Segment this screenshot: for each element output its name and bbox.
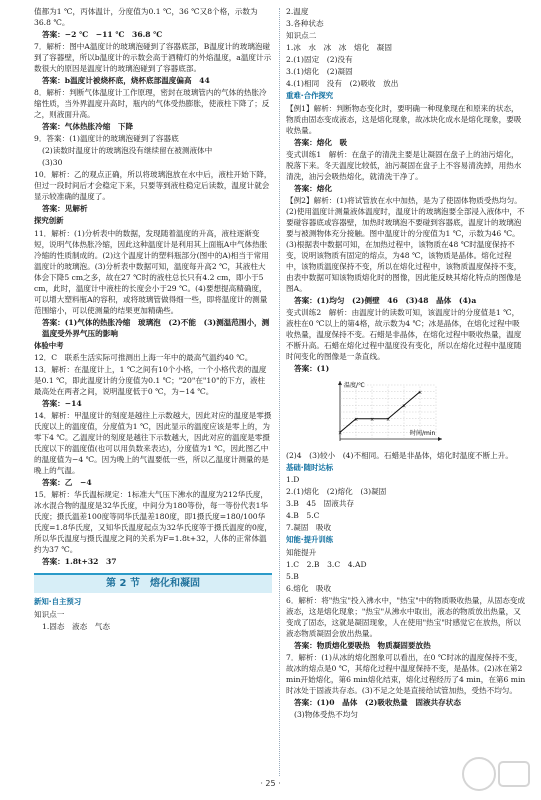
text-line: 1.C 2.B 3.C 4.AD [286,560,367,570]
text-line: (2)读数时温度计的玻璃泡没有继续留在被测液体中 [42,146,213,155]
text-line: 13．解析：在温度计上，1 ℃之间有10个小格，一个小格代表的温度是0.1 ℃，即此温度计的分度值为0.1 ℃；"20"在"10"的下方，液柱最高处在两者之间，说明温度低于0 ℃，为−14 ℃。 [34,365,267,397]
text-line: 答案：(1) [294,363,330,373]
text-line: 知识点一 [34,610,65,620]
text-line: 11．解析：(1)分析表中的数据，发现随着温度的升高，液柱逐渐变短，说明气体热胀冷缩，因此这种温度计是利用其上面瓶A中气体热胀冷缩的性质制成的。(2)这个温度计的塑料瓶部分(图中的A)相当于常用温度计的玻璃泡。(3)分析表中数据可知，温度每升高2 ℃，其液柱大体会下降5 cm之多，故在27 ℃时的液柱总长只有4.2 cm，即小于5 cm，此时，温度计中液柱的长度会小于29 ℃。(4)要想提高精确度，可以增大塑料瓶A的容积，或将玻璃管做得细一些，即将温度计的测量范围缩小，可以使测量的结果更加精确些。 [34,228,269,315]
text-line: 4.(1)相同 没有 (2)吸收 放出 [286,79,399,88]
text-line: 3.各种状态 [286,19,324,28]
left-tail [34,597,272,632]
text-line: 答案：熔化 [294,183,332,193]
graph-ylabel: 温度/℃ [344,381,365,389]
text-line: 答案：b温度计被烧杯底，烧杯底部温度偏高 44 [42,76,210,85]
text-line: 答案：(1)0 晶体 (2)吸收热量 固液共存状态 [294,698,461,708]
left-body [34,6,272,567]
text-line: 1.冰 水 冰 冰 熔化 凝固 [286,43,392,52]
text-line: 重难·合作探究 [286,91,334,100]
right-column [286,6,526,721]
column-divider [279,8,280,776]
text-line: 15．解析：华氏温标规定：1标准大气压下沸水的温度为212华氏度，冰水混合物的温度是32华氏度，中间分为180等份，每一等份代表1华氏度；摄氏温差100度等同华氏温差180度，即1摄氏度=180/100华氏度=1.8华氏度，又知华氏温度起点为32华氏度等于摄氏温度的0度，所以华氏温度与摄氏温度之间的关系为F=1.8t+32，人体的正常体温约为37 ℃。 [34,490,272,555]
text-line: 变式训练1 解析：在盘子的清洗主要是让凝固在盘子上的油污熔化，脱落下来。冬天温度比较低，油污凝固在盘子上不容易清洗掉，用热水清洗，油污会吸热熔化，就清洗干净了。 [286,149,522,181]
page-number: · 25 · [260,779,281,788]
text-line: 【例2】解析：(1)将试管放在水中加热，是为了使固体物质受热均匀。(2)使用温度计测量液体温度时，温度计的玻璃泡要全部浸入液体中，不要碰容器底或容器壁，加热时玻璃泡不要碰到容器底，温度计的玻璃泡要与被测物体充分接触。图中温度计的分度值为1 ℃，示数为46 ℃。(3)根据表中数据可知，在加热过程中，该物质在48 ℃时温度保持不变，说明该物质有固定的熔点，为48 ℃，该物质是晶体。熔化过程中，该物质温度保持不变，所以在熔化过程中，该物质温度保持不变，由表中数据可知该物质熔化时的图像，因此能反映其熔化特点的图像是图A。 [286,195,525,293]
text-line: 知能提升 [286,548,317,558]
text-line: 3.(1)熔化 (2)凝固 [286,67,353,76]
text-line: 2.温度 [286,7,309,16]
text-line: 6．解析：将"热宝"投入沸水中，"热宝"中的物质吸收热量，从固态变成液态，这是熔化现象；"热宝"从沸水中取出，液态的物质放出热量，又变成了固态，这就是凝固现象，人在使用"热宝"时感觉它在放热，所以液态物质凝固会放出热量。 [286,596,526,639]
text-line: 答案：(1)均匀 (2)侧壁 46 (3)48 晶体 (4)a [294,295,477,305]
right-body [286,6,526,374]
right-tail [286,450,526,720]
text-line: 7．解析：图中A温度计的玻璃泡碰到了容器底部，B温度计的玻璃泡碰到了容器壁，所以b温度计的示数会高于酒精灯的外焰温度，a温度计示数很大的原因是温度计的玻璃泡碰到了容器底部。 [34,42,272,73]
text-line: 答案：1.8t+32 37 [42,557,117,567]
text-line: 7．解析：(1)从冰的熔化图象可以看出，在0 ℃时冰的温度保持不变，故冰的熔点是0 ℃，其熔化过程中温度保持不变，是晶体。(2)冰在第2 min开始熔化，第6 min熔化结束，熔化过程经历了4 min，在第6 min时冰处于固液共存态。(3)不足之处是直接给试管加热，受热不均匀。 [286,653,526,696]
text-line: 答案：熔化 吸 [294,137,348,147]
text-line: 变式训练2 解析：由温度计的读数可知，该温度计的分度值是1 ℃，液柱在0 ℃以上的第4格，故示数为4 ℃；冰是晶体，在熔化过程中吸收热量，温度保持不变。石蜡是非晶体，在熔化过程中吸收热量，温度不断升高。石蜡在熔化过程中温度没有变化，所以在熔化过程中温度随时间变化的图像是一条直线。 [286,307,522,361]
temperature-time-graph [326,377,446,445]
text-line: (3)物体受热不均匀 [294,710,358,720]
data-point: × [370,416,375,423]
text-line: 答案：见解析 [42,204,88,213]
left-column [34,6,272,633]
text-line: 探究创新 [34,216,64,225]
text-line: 值都为1 ℃，丙体温计，分度值为0.1 ℃，36 ℃又8个格，示数为36.8 ℃。 [34,7,258,27]
data-point: × [386,416,391,423]
text-line: 知识点二 [286,31,317,40]
section-title: 第 2 节 熔化和凝固 [106,578,200,590]
text-line: 答案：(1)气体的热胀冷缩 玻璃泡 (2)不能 (3)测温范围小，测温度受外界气压的影响 [42,317,270,338]
data-point: × [402,402,407,409]
graph-xlabel: 时间/min [410,429,436,437]
data-point: × [338,429,343,436]
text-line: 10．解析：乙的观点正确，所以将玻璃泡放在水中后，液柱开始下降，但过一段时间后才会稳定下来，只要等到液柱稳定后读数，温度计就会显示较准确的温度了。 [34,170,272,201]
text-line: 1.固态 液态 气态 [42,622,110,632]
text-line: 4.B 5.C [286,511,320,521]
text-line: 基础·随时达标 [286,462,334,472]
text-line: 1.D [286,475,300,485]
text-line: 6.熔化 吸收 [286,584,332,594]
data-point: × [418,389,423,396]
text-line: 5.B [286,572,299,582]
text-line: (3)30 [42,158,63,167]
text-line: 【例1】解析：判断物态变化时，要明确一种现象现在和原来的状态，物质由固态变成液态，这是熔化现象，故冰块化成水是熔化现象，要吸收热量。 [286,103,522,135]
text-line: 8．解析：判断气体温度计工作原理，密封在玻璃管内的气体的热胀冷缩性质，当外界温度升高时，瓶内的气体受热膨胀，使液柱下降了；反之，则液面升高。 [34,88,270,119]
text-line: 3.B 45 固液共存 [286,499,355,509]
text-line: 答案：气体热胀冷缩 下降 [42,122,134,131]
text-line: 2.(1)熔化 (2)熔化 (3)凝固 [286,487,387,497]
text-line: 9．答案：(1)温度计的玻璃泡碰到了容器底 [34,134,179,143]
text-line: 答案：乙 −4 [42,478,92,488]
text-line: 答案：−14 [42,399,82,409]
text-line: 知能·提升训练 [286,535,334,545]
text-line: 答案：−2 ℃ −11 ℃ 36.8 ℃ [42,30,163,39]
text-line: 新知·自主预习 [34,597,82,607]
text-line: 2.(1)固定 (2)没有 [286,55,353,64]
text-line: 体验中考 [34,340,64,350]
section-banner [34,573,272,593]
text-line: 7.凝固 吸收 [286,523,332,533]
text-line: (2)4 (3)较小 (4)不相同。石蜡是非晶体，熔化时温度不断上升。 [286,450,513,460]
text-line: 12．C 联系生活实际可推测出上海一年中的最高气温约40 ℃。 [34,353,253,363]
text-line: 14．解析：甲温度计的刻度是越往上示数越大，因此对应的温度是零摄氏度以上的温度值，分度值为1 ℃，因此显示的温度应该是零上的，为零下4 ℃。乙温度计的刻度是越往下示数越大，因此对应的温度是零摄氏度以下的温度值(也可以用负数来表达)，分度值为1 ℃，因此图乙中的温度值为−4 ℃。因为晚上的气温要低一些，所以乙温度计测量的是晚上的气温。 [34,411,272,476]
watermark-logo-icon [459,752,533,796]
text-line: 答案：物质熔化要吸热 物质凝固要放热 [294,641,431,651]
data-point: × [354,416,359,423]
